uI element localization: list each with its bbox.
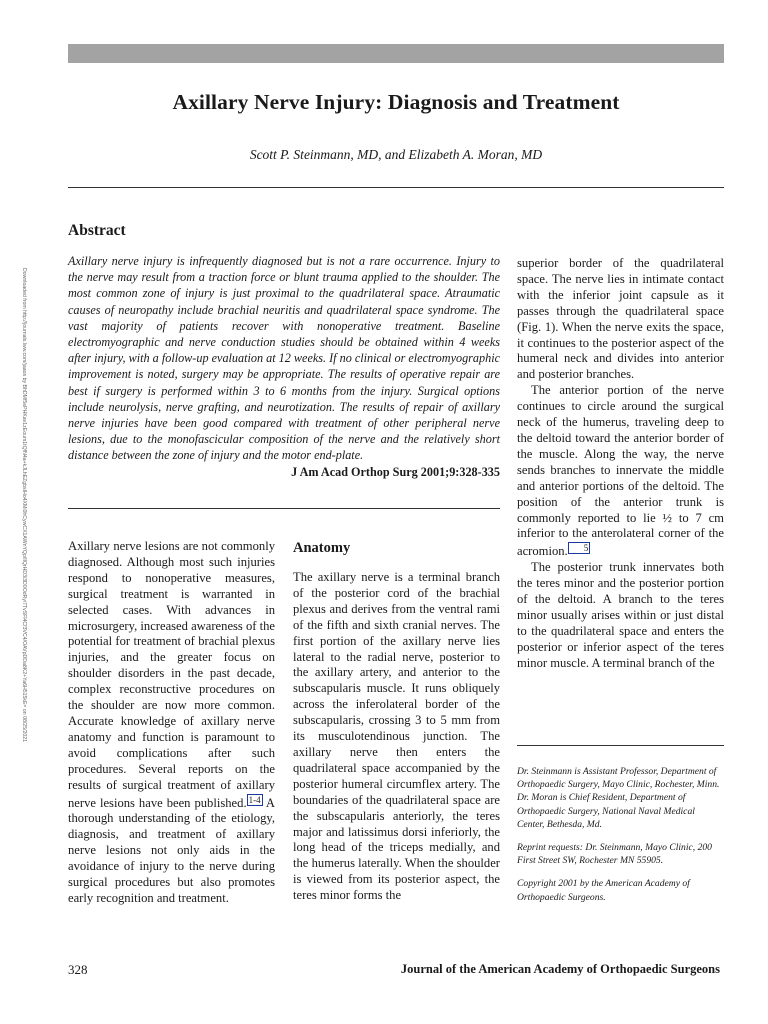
anatomy-paragraph: The axillary nerve is a terminal branch of the posterior cord of the brachial plexus and derives from the ventral rami of the fifth and sixth cranial nerves. The first portion of the axillary nerve lies lateral to the radial nerve, posterior to the axillary artery, and anterior to the subscapularis muscle. It runs obliquely across the inferolateral border of the subscapularis, crossing 3 to 5 mm from its musculotendinous junction. The axillary nerve then enters the quadrilateral space accompanied by the posterior humeral circumflex artery. The boundaries of the quadrilateral space are the subscapularis anteriorly, the teres major and latissimus dorsi inferiorly, the long head of the triceps medially, and the humerus laterally. When the shoulder is viewed from its posterior aspect, the teres minor forms the: [293, 570, 500, 903]
article-authors: Scott P. Steinmann, MD, and Elizabeth A. Moran, MD: [249, 147, 543, 162]
reference-link-5[interactable]: 5: [568, 542, 591, 554]
col3-p2-text-b: to 7 cm inferior to the anterolateral corner of the acromion.: [517, 510, 724, 559]
abstract-divider: [68, 508, 500, 509]
continued-column: [517, 256, 724, 672]
download-watermark: [22, 268, 32, 758]
col3-paragraph-2: [517, 383, 724, 560]
col3-paragraph-3: The posterior trunk innervates both the teres minor and the posterior portion of the deltoid. A branch to the teres minor usually arises within or just distal to the quadrilateral space and enters the posterior or inferior aspect of the teres minor muscle. A terminal branch of the: [517, 560, 724, 670]
notes-divider: [517, 745, 724, 746]
copyright-notice: Copyright 2001 by the American Academy of Orthopaedic Surgeons.: [517, 878, 690, 903]
col3-paragraph-1: superior border of the quadrilateral space. The nerve lies in intimate contact with the inferior joint capsule as it passes through the quadrilateral space (Fig. 1). When the nerve exits the space, it continues to the posterior aspect of the humeral neck and divides into anterior and posterior branches.: [517, 256, 724, 382]
abstract-text: Axillary nerve injury is infrequently diagnosed but is not a rare occurrence. Injury to the nerve may result from a traction force or blunt trauma applied to the shoulder. The most common zone of injury is just proximal to the quadrilateral space. Atraumatic causes of neuropathy include brachial neuritis and quadrilateral space syndrome. The vast majority of patients recover with nonoperative treatment. Baseline electromyographic and nerve conduction studies should be obtained within 4 weeks after injury, with a follow-up evaluation at 12 weeks. If no clinical or electromyographic improvement is noted, surgery may be appropriate. The results of operative repair are best if surgery is performed within 3 to 6 months from the injury. Surgical options include neurolysis, nerve grafting, and neurotization. The results of repair of axillary nerve injuries have been good compared with treatment of other peripheral nerve lesions, due to the monofascicular composition of the nerve and the relatively short distance between the zone of injury and the motor end-plate.: [68, 254, 500, 463]
intro-paragraph: [68, 539, 275, 907]
col3-p2-fraction: ½: [662, 510, 672, 525]
anatomy-column: [293, 570, 500, 904]
abstract-heading: Abstract: [68, 222, 126, 239]
reprint-requests: Reprint requests: Dr. Steinmann, Mayo Clinic, 200 First Street SW, Rochester MN 55905.: [517, 842, 712, 867]
header-divider: [68, 187, 724, 188]
intro-text-part2: A thorough understanding of the etiology, diagnosis, and treatment of axillary nerve lesions not only aids in the avoidance of injury to the nerve during surgical procedures but also promotes early recognition and treatment.: [68, 795, 275, 905]
journal-name: Journal of the American Academy of Orthopaedic Surgeons: [400, 962, 720, 976]
intro-column: [68, 539, 275, 907]
intro-text-part1: Axillary nerve lesions are not commonly diagnosed. Although most such injuries respond to nonoperative measures, surgical treatment is warranted in selected cases. With advances in microsurgery, increased awareness of the potential for treatment of brachial plexus injuries, and the greater focus on shoulder disorders in the past decade, complex reconstructive procedures on the shoulder are now more common. Accurate knowledge of axillary nerve anatomy and function is paramount to avoid complications after such procedures. Several reports on the results of surgical treatment of axillary nerve lesions have been published.: [68, 539, 276, 810]
author-affiliation: Dr. Steinmann is Assistant Professor, Department of Orthopaedic Surgery, Mayo Clinic, Rochester, Minn. Dr. Moran is Chief Resident, Department of Orthopaedic Surgery, National Naval Medical Center, Bethesda, Md.: [517, 766, 720, 830]
reference-link-1-4[interactable]: 1-4: [248, 794, 261, 805]
anatomy-heading: Anatomy: [293, 540, 351, 556]
abstract-citation: J Am Acad Orthop Surg 2001;9:328-335: [291, 464, 500, 479]
article-title: Axillary Nerve Injury: Diagnosis and Treatment: [172, 90, 620, 114]
page-number: 328: [68, 962, 88, 977]
col3-p2-text-a: The anterior portion of the nerve continues to circle around the surgical neck of the humerus, traveling deep to the deltoid toward the anterior border of the muscle. Along the way, the nerve sends branches to innervate the middle and anterior portions of the deltoid. The position of the anterior trunk is commonly reported to lie: [517, 383, 724, 525]
download-watermark-text: Downloaded from http://journals.lww.com/jaaos by BhDMf5ePHKav1zEoum1tQfN4a+kJLhEZgbsIHo4XMi0hCywCX1AWnYQp/IlQrHD3i3D0OdRyi7TvSFl4Cf3VC4/OAVpDDa8K2+Ya6H515kE= on 08/25/2021: [21, 268, 27, 743]
header-bar: [68, 44, 724, 63]
author-notes: [517, 765, 724, 914]
abstract-body: [68, 253, 500, 480]
